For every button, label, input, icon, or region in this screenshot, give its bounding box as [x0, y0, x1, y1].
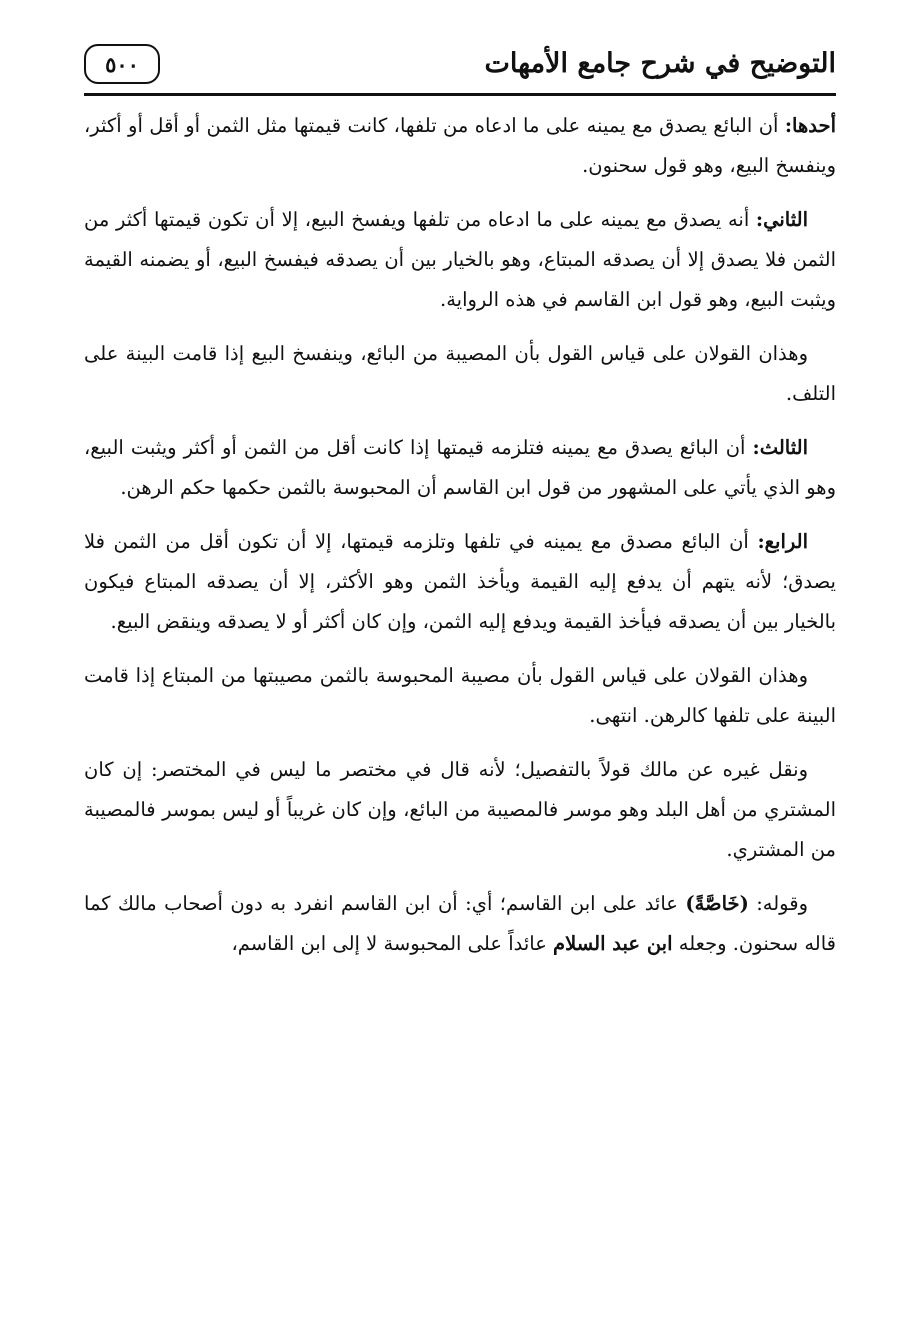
- paragraph-note-first-pair: [84, 334, 836, 414]
- paragraph-lead: الرابع:: [757, 530, 808, 553]
- paragraph-text: عائداً على المحبوسة لا إلى ابن القاسم،: [231, 932, 554, 955]
- paragraph-text: ونقل غيره عن مالك قولاً بالتفصيل؛ لأنه قال في مختصر ما ليس في المختصر: إن كان المشتري من أهل البلد وهو موسر فالمصيبة من البائع، وإن كان غريباً أو ليس بموسر فالمصيبة من المشتري.: [84, 758, 836, 861]
- page-header: [84, 40, 836, 96]
- paragraph-text: وهذان القولان على قياس القول بأن مصيبة المحبوسة بالثمن مصيبتها من المبتاع إذا قامت البينة على تلفها كالرهن. انتهى.: [84, 664, 836, 727]
- paragraph-text: عائد على ابن القاسم؛ أي: أن ابن القاسم انفرد به دون أصحاب مالك كما قاله سحنون. وجعله: [84, 892, 836, 955]
- paragraph-lead: الثالث:: [752, 436, 808, 459]
- paragraph-lead: أحدها:: [784, 114, 836, 137]
- paragraph-text: أنه يصدق مع يمينه على ما ادعاه من تلفها ويفسخ البيع، إلا أن تكون قيمتها أكثر من الثمن فلا يصدق إلا أن يصدقه المبتاع، وهو بالخيار بين أن يصدقه فيفسخ البيع، أو يضمنه القيمة ويثبت البيع، وهو قول ابن القاسم في هذه الرواية.: [84, 208, 836, 311]
- paragraph-text: أن البائع يصدق مع يمينه فتلزمه قيمتها إذا كانت أقل من الثمن أو أكثر ويثبت البيع، وهو الذي يأتي على المشهور من قول ابن القاسم أن المحبوسة بالثمن حكمها حكم الرهن.: [84, 436, 836, 499]
- paragraph-text: وهذان القولان على قياس القول بأن المصيبة من البائع، وينفسخ البيع إذا قامت البينة على التلف.: [84, 342, 836, 405]
- paragraph-text: أن البائع يصدق مع يمينه على ما ادعاه من تلفها، كانت قيمتها مثل الثمن أو أقل أو أكثر، وينفسخ البيع، وهو قول سحنون.: [84, 114, 836, 177]
- paragraph-khassatan: [84, 884, 836, 964]
- paragraph-second-opinion: [84, 200, 836, 320]
- scholar-name: ابن عبد السلام: [553, 932, 673, 955]
- paragraph-third-opinion: [84, 428, 836, 508]
- running-title: التوضيح في شرح جامع الأمهات: [484, 48, 836, 79]
- paragraph-fourth-opinion: [84, 522, 836, 642]
- paragraph-text: وقوله:: [748, 892, 808, 915]
- paragraph-text: أن البائع مصدق مع يمينه في تلفها وتلزمه قيمتها، إلا أن تكون أقل من الثمن فلا يصدق؛ لأنه يتهم أن يدفع إليه القيمة ويأخذ الثمن وهو الأكثر، إلا أن يصدقه المبتاع فيكون بالخيار بين أن يصدقه فيأخذ القيمة ويدفع إليه الثمن، وإن كان أكثر أو لا يصدقه وينقض البيع.: [84, 530, 836, 633]
- paragraph-malik-detail: [84, 750, 836, 870]
- paragraph-lead: الثاني:: [755, 208, 808, 231]
- paragraph-first-opinion: [84, 106, 836, 186]
- body-text: [84, 106, 836, 978]
- quoted-term: (خَاصَّةً): [685, 892, 749, 915]
- paragraph-note-second-pair: [84, 656, 836, 736]
- page-number: ٥٠٠: [84, 44, 160, 84]
- header-rule: [84, 93, 836, 96]
